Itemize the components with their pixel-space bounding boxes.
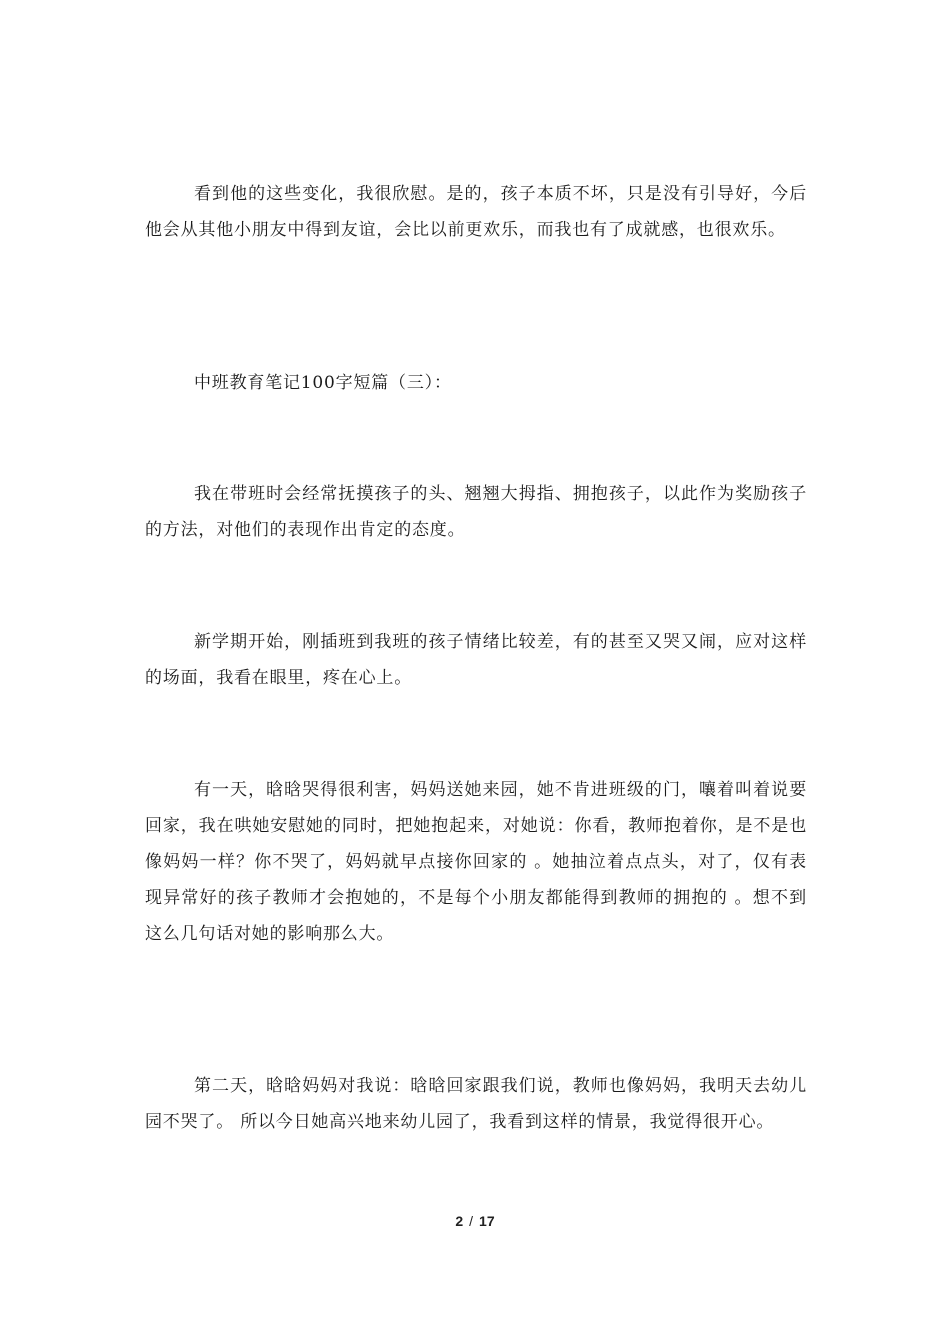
paragraph-5: 第二天，晗晗妈妈对我说：晗晗回家跟我们说，教师也像妈妈，我明天去幼儿园不哭了。 所以今日她高兴地来幼儿园了，我看到这样的情景，我觉得很开心。 xyxy=(145,1076,807,1132)
page-number-footer xyxy=(0,1213,950,1229)
paragraph-4: 有一天，晗晗哭得很利害，妈妈送她来园，她不肯进班级的门，嚷着叫着说要回家，我在哄她安慰她的同时，把她抱起来，对她说：你看，教师抱着你，是不是也像妈妈一样？你不哭了，妈妈就早点接你回家的 。她抽泣着点点头，对了，仅有表现异常好的孩子教师才会抱她的，不是每个小朋友都能得到教师的拥抱的 。想不到这么几句话对她的影响那么大。 xyxy=(145,780,807,944)
paragraph-3: 新学期开始，刚插班到我班的孩子情绪比较差，有的甚至又哭又闹，应对这样的场面，我看在眼里，疼在心上。 xyxy=(145,632,807,688)
paragraph-1: 看到他的这些变化，我很欣慰。是的，孩子本质不坏，只是没有引导好，今后他会从其他小朋友中得到友谊，会比以前更欢乐，而我也有了成就感，也很欢乐。 xyxy=(145,184,807,240)
section-heading: 中班教育笔记100字短篇（三）： xyxy=(194,373,452,393)
total-pages-number: 17 xyxy=(479,1213,495,1229)
current-page-number: 2 xyxy=(455,1213,464,1229)
page-separator: / xyxy=(469,1213,474,1229)
paragraph-2: 我在带班时会经常抚摸孩子的头、翘翘大拇指、拥抱孩子，以此作为奖励孩子的方法，对他们的表现作出肯定的态度。 xyxy=(145,484,807,540)
